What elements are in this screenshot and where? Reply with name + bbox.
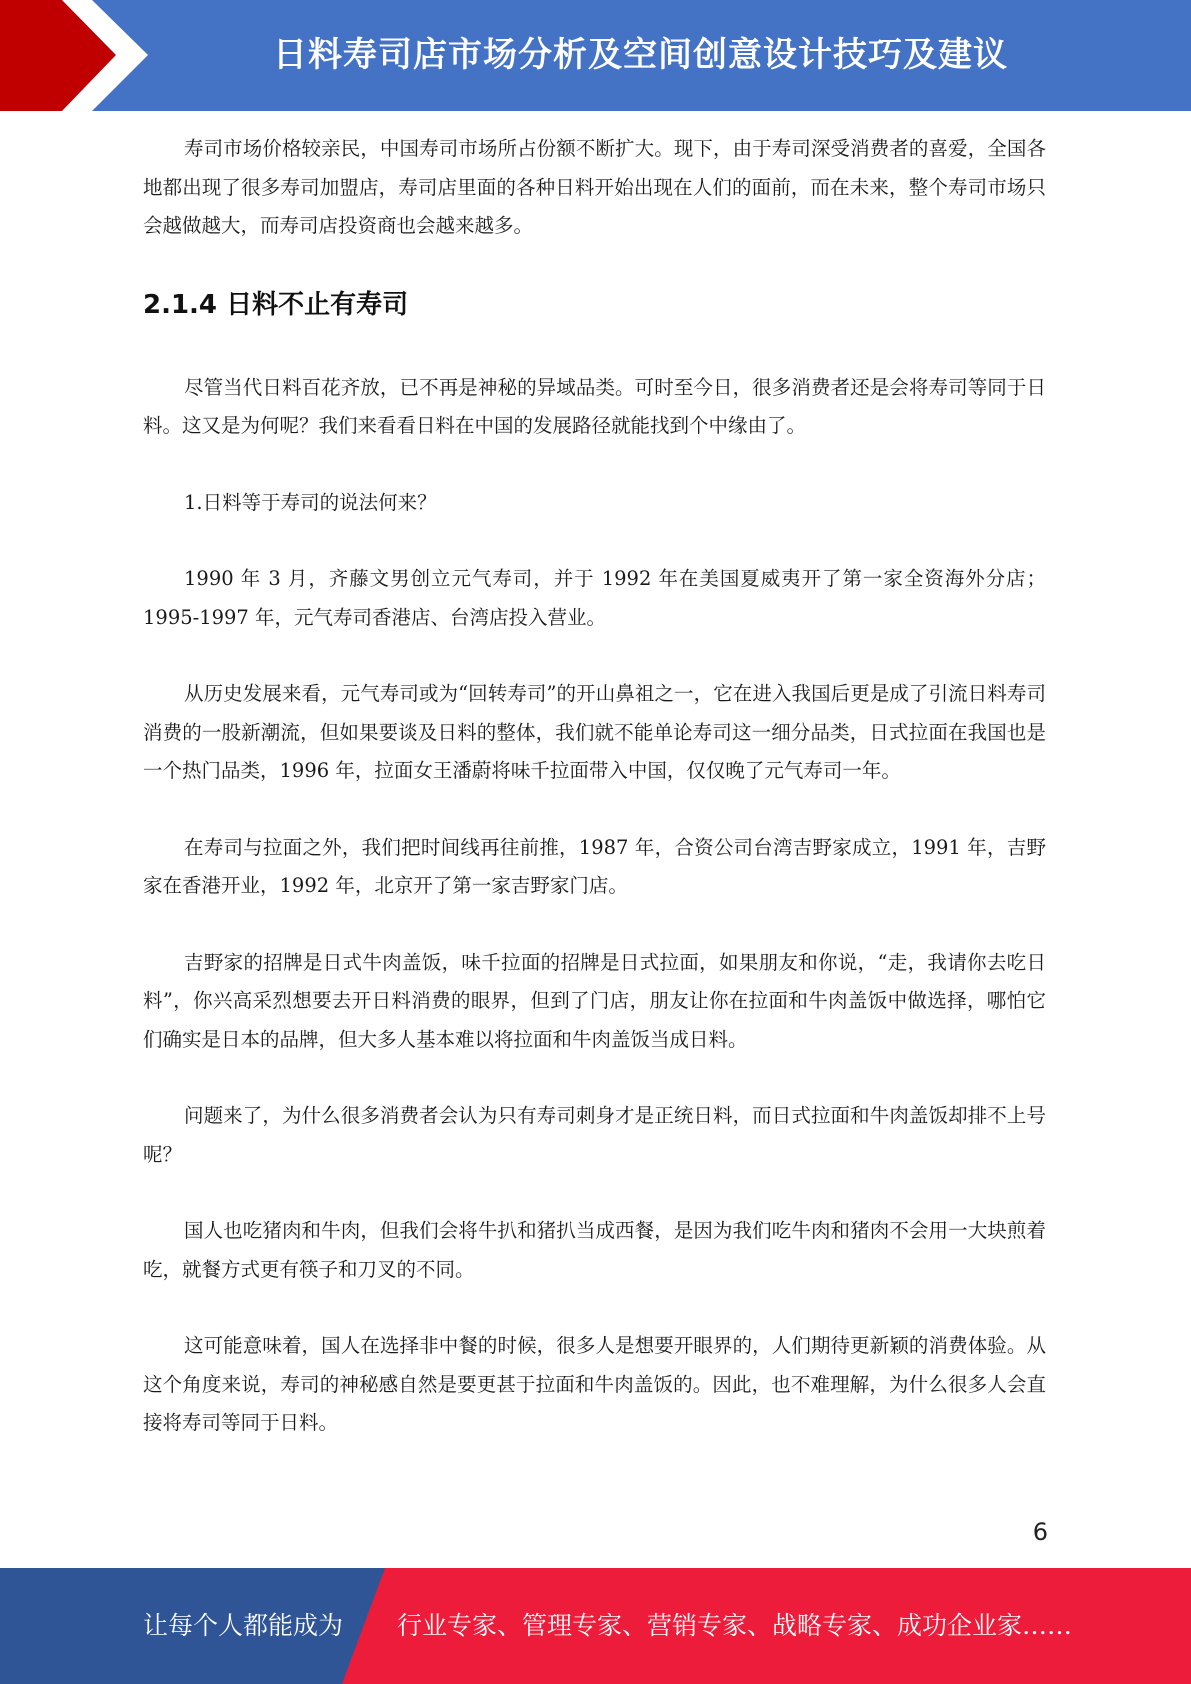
paragraph: 在寿司与拉面之外，我们把时间线再往前推，1987 年，合资公司台湾吉野家成立，1991 年，吉野家在香港开业，1992 年，北京开了第一家吉野家门店。 xyxy=(143,835,1046,897)
footer-banner xyxy=(0,1568,1191,1684)
paragraph: 这可能意味着，国人在选择非中餐的时候，很多人是想要开眼界的，人们期待更新颖的消费体验。从这个角度来说，寿司的神秘感自然是要更甚于拉面和牛肉盖饭的。因此，也不难理解，为什么很多人会直接将寿司等同于日料。 xyxy=(143,1334,1046,1434)
paragraph: 从历史发展来看，元气寿司或为“回转寿司”的开山鼻祖之一，它在进入我国后更是成了引流日料寿司消费的一股新潮流，但如果要谈及日料的整体，我们就不能单论寿司这一细分品类，日式拉面在我国也是一个热门品类，1996 年，拉面女王潘蔚将味千拉面带入中国，仅仅晚了元气寿司一年。 xyxy=(143,682,1046,782)
footer-slogan-left: 让每个人都能成为 xyxy=(143,1611,344,1640)
intro-paragraph: 寿司市场价格较亲民，中国寿司市场所占份额不断扩大。现下，由于寿司深受消费者的喜爱，全国各地都出现了很多寿司加盟店，寿司店里面的各种日料开始出现在人们的面前，而在未来，整个寿司市场只会越做越大，而寿司店投资商也会越来越多。 xyxy=(143,137,1046,237)
footer-slogan-right: 行业专家、管理专家、营销专家、战略专家、成功企业家…… xyxy=(397,1611,1073,1640)
paragraph: 国人也吃猪肉和牛肉，但我们会将牛扒和猪扒当成西餐，是因为我们吃牛肉和猪肉不会用一大块煎着吃，就餐方式更有筷子和刀叉的不同。 xyxy=(143,1219,1046,1281)
paragraph: 1990 年 3 月，齐藤文男创立元气寿司，并于 1992 年在美国夏威夷开了第一家全资海外分店；1995-1997 年，元气寿司香港店、台湾店投入营业。 xyxy=(143,567,1046,629)
header-arrow-decoration xyxy=(0,0,160,111)
paragraph: 问题来了，为什么很多消费者会认为只有寿司刺身才是正统日料，而日式拉面和牛肉盖饭却排不上号呢？ xyxy=(143,1104,1046,1166)
header-banner xyxy=(0,0,1191,111)
document-title: 日料寿司店市场分析及空间创意设计技巧及建议 xyxy=(273,35,1008,75)
paragraph: 吉野家的招牌是日式牛肉盖饭，味千拉面的招牌是日式拉面，如果朋友和你说，“走，我请你去吃日料”，你兴高采烈想要去开日料消费的眼界，但到了门店，朋友让你在拉面和牛肉盖饭中做选择，哪怕它们确实是日本的品牌，但大多人基本难以将拉面和牛肉盖饭当成日料。 xyxy=(143,950,1046,1051)
question-subheading: 1.日料等于寿司的说法何来？ xyxy=(184,490,437,514)
paragraph: 尽管当代日料百花齐放，已不再是神秘的异域品类。可时至今日，很多消费者还是会将寿司等同于日料。这又是为何呢？我们来看看日料在中国的发展路径就能找到个中缘由了。 xyxy=(143,375,1046,437)
section-heading: 2.1.4 日料不止有寿司 xyxy=(143,289,409,320)
main-content xyxy=(143,130,1046,1443)
page-number: 6 xyxy=(1032,1518,1048,1546)
